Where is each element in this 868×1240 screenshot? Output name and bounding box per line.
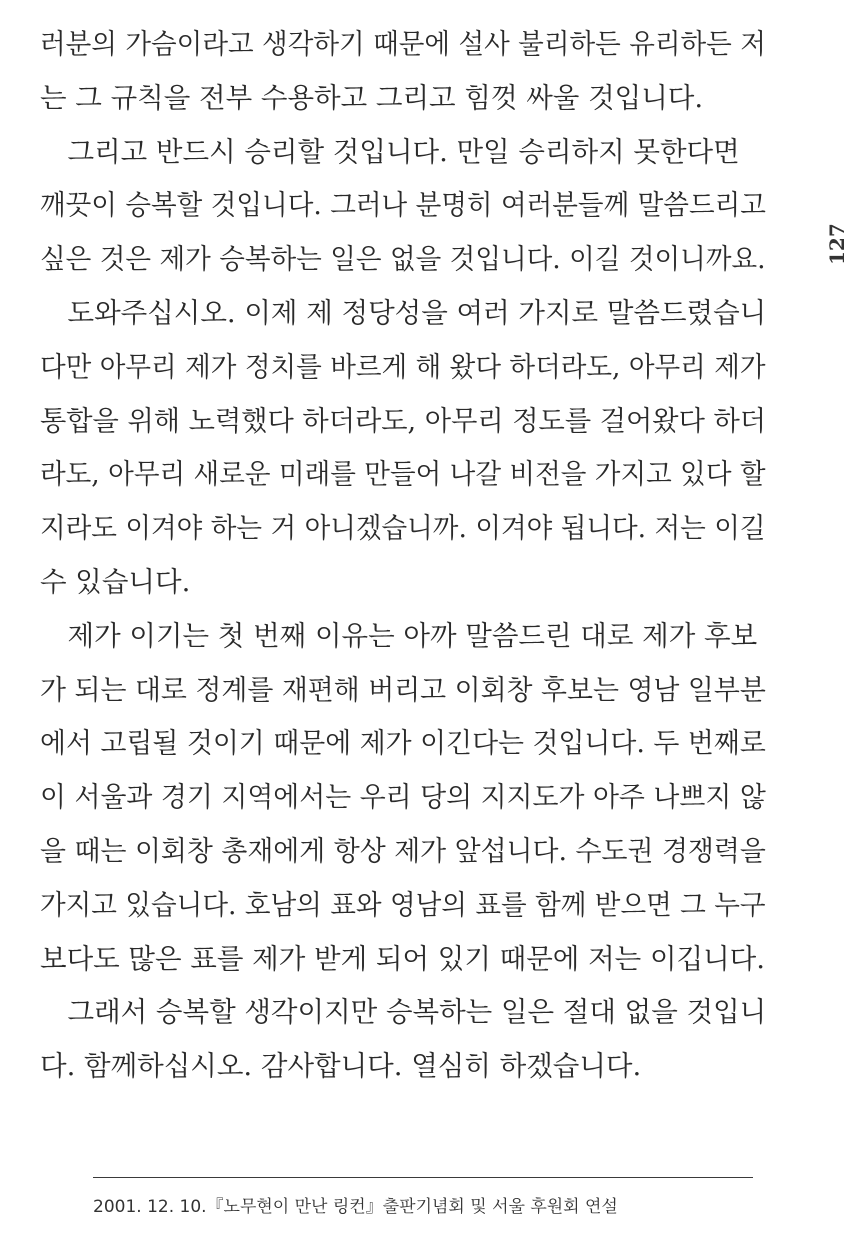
text-line: 싶은 것은 제가 승복하는 일은 없을 것입니다. 이길 것이니까요. <box>40 243 766 276</box>
text-line: 는 그 규칙을 전부 수용하고 그리고 힘껏 싸울 것입니다. <box>40 81 704 114</box>
page-number: 127 <box>825 223 849 265</box>
text-line: 통합을 위해 노력했다 하더라도, 아무리 정도를 걸어왔다 하더 <box>40 404 767 437</box>
footnote-divider <box>93 1177 753 1178</box>
footnote-source: 2001. 12. 10.『노무현이 만난 링컨』출판기념회 및 서울 후원회 연설 <box>93 1197 618 1217</box>
text-line: 깨끗이 승복할 것입니다. 그러나 분명히 여러분들께 말씀드리고 <box>40 189 766 222</box>
text-line: 수 있습니다. <box>40 565 191 598</box>
text-line: 보다도 많은 표를 제가 받게 되어 있기 때문에 저는 이깁니다. <box>40 942 765 975</box>
text-line: 다만 아무리 제가 정치를 바르게 해 왔다 하더라도, 아무리 제가 <box>40 350 766 383</box>
text-line: 러분의 가슴이라고 생각하기 때문에 설사 불리하든 유리하든 저 <box>40 28 766 60</box>
text-line: 다. 함께하십시오. 감사합니다. 열심히 하겠습니다. <box>40 1050 642 1083</box>
text-line: 가지고 있습니다. 호남의 표와 영남의 표를 함께 받으면 그 누구 <box>40 888 766 921</box>
text-line: 이 서울과 경기 지역에서는 우리 당의 지지도가 아주 나쁘지 않 <box>40 781 766 814</box>
text-line: 지라도 이겨야 하는 거 아니겠습니까. 이겨야 됩니다. 저는 이길 <box>40 512 766 545</box>
body-text <box>40 18 767 1094</box>
text-line: 그리고 반드시 승리할 것입니다. 만일 승리하지 못한다면 <box>40 135 740 168</box>
text-line: 제가 이기는 첫 번째 이유는 아까 말씀드린 대로 제가 후보 <box>40 619 758 652</box>
text-line: 가 되는 대로 정계를 재편해 버리고 이회창 후보는 영남 일부분 <box>40 673 766 706</box>
text-line: 그래서 승복할 생각이지만 승복하는 일은 절대 없을 것입니 <box>40 996 767 1029</box>
text-line: 에서 고립될 것이기 때문에 제가 이긴다는 것입니다. 두 번째로 <box>40 727 766 760</box>
text-line: 도와주십시오. 이제 제 정당성을 여러 가지로 말씀드렸습니 <box>40 296 767 329</box>
text-line: 을 때는 이회창 총재에게 항상 제가 앞섭니다. 수도권 경쟁력을 <box>40 834 766 867</box>
text-line: 라도, 아무리 새로운 미래를 만들어 나갈 비전을 가지고 있다 할 <box>40 458 766 491</box>
